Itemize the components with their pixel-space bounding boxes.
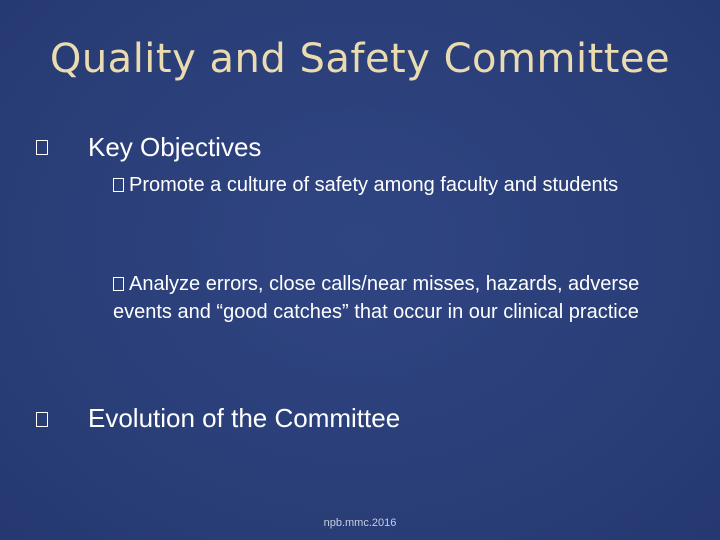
sub-bullet-item	[113, 270, 683, 326]
sub-bullet-item	[113, 171, 683, 199]
square-bullet-icon	[36, 140, 48, 155]
bullet-evolution: Evolution of the Committee	[88, 403, 401, 433]
sub-bullet-text: Promote a culture of safety among faculty and students	[129, 174, 619, 196]
bullet-key-objectives: Key Objectives	[88, 132, 262, 162]
square-bullet-icon	[36, 412, 48, 427]
square-bullet-icon	[113, 277, 124, 291]
square-bullet-icon	[113, 178, 124, 192]
slide-title: Quality and Safety Committee	[49, 36, 671, 82]
slide-footer: npb.mmc.2016	[323, 517, 397, 529]
sub-bullet-text: Analyze errors, close calls/near misses, hazards, adverse events and “good catches” that occur in our clinical practice	[113, 273, 640, 323]
